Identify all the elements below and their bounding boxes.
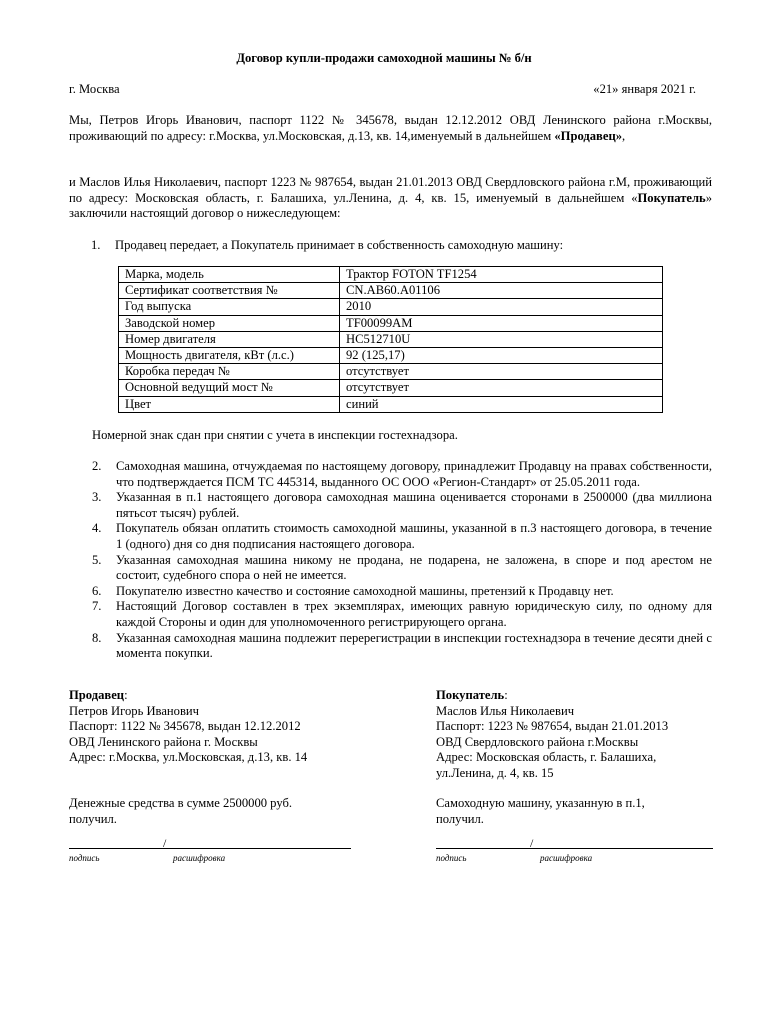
clause-1	[91, 238, 712, 254]
clause-item	[69, 459, 712, 490]
buyer-intro-tail: » заключили настоящий договор о нижеследующем:	[69, 190, 712, 221]
contract-city: г. Москва	[69, 82, 120, 96]
clause-text: Продавец передает, а Покупатель принимает в собственность самоходную машину:	[115, 238, 564, 252]
spec-value: HC512710U	[340, 331, 663, 347]
buyer-intro	[69, 175, 712, 222]
clause-text: Покупатель обязан оплатить стоимость самоходной машины, указанной в п.3 настоящего договора, в течение 1 (одного) дня со дня подписания настоящего договора.	[116, 521, 712, 551]
buyer-signature-slash: /	[530, 836, 534, 850]
clause-number: 6.	[92, 583, 102, 598]
buyer-address-line2: ул.Ленина, д. 4, кв. 15	[436, 765, 554, 780]
clause-number: 3.	[92, 490, 102, 505]
clause-item	[69, 599, 712, 630]
clause-text: Указанная самоходная машина подлежит перерегистрации в инспекции гостехнадзора в течение десяти дней с момента покупки.	[116, 630, 712, 661]
spec-key: Год выпуска	[119, 299, 340, 315]
buyer-sign-label: подпись	[436, 853, 467, 863]
seller-block	[69, 688, 389, 766]
buyer-receipt-line2: получил.	[436, 811, 484, 826]
spec-row	[119, 267, 663, 283]
spec-value: отсутствует	[340, 364, 663, 380]
clause-text: Настоящий Договор составлен в трех экземплярах, имеющих равную юридическую силу, по одному для каждой Стороны и один для уполномоченного регистрирующего органа.	[116, 599, 712, 629]
seller-receipt-line2: получил.	[69, 811, 117, 826]
clause-text: Указанная в п.1 настоящего договора самоходная машина оценивается сторонами в 2500000 (два миллиона пятьсот тысяч) рублей.	[116, 490, 712, 520]
seller-passport: Паспорт: 1122 № 345678, выдан 12.12.2012	[69, 719, 301, 734]
seller-decode-label: расшифровка	[173, 853, 226, 863]
spec-key: Заводской номер	[119, 315, 340, 331]
clause-text: Самоходная машина, отчуждаемая по настоящему договору, принадлежит Продавцу на правах собственности, что подтверждается ПСМ ТС 445314, выданного ОС ООО «Регион-Стандарт» от 25.05.2011 года.	[116, 459, 712, 489]
seller-signature-slash: /	[163, 836, 167, 850]
seller-name: Петров Игорь Иванович	[69, 703, 199, 718]
seller-role-colon: :	[124, 688, 128, 702]
spec-row	[119, 380, 663, 396]
spec-row	[119, 347, 663, 363]
seller-intro-tail: ,	[622, 128, 626, 143]
spec-key: Основной ведущий мост №	[119, 380, 340, 396]
clause-text: Указанная самоходная машина никому не продана, не подарена, не заложена, в споре и под арестом не состоит, судебного спора о ней не имеется.	[116, 552, 712, 583]
spec-row	[119, 299, 663, 315]
clause-number: 5.	[92, 552, 102, 567]
seller-receipt	[69, 796, 389, 827]
spec-row	[119, 283, 663, 299]
clause-list	[69, 459, 712, 662]
spec-key: Цвет	[119, 396, 340, 412]
clause-item	[69, 631, 712, 662]
clause-item	[69, 584, 712, 600]
buyer-intro-text: и Маслов Илья Николаевич, паспорт 1223 № 987654, выдан 21.01.2013 ОВД Свердловского района г.М, проживающий по адресу: Московская область, г. Балашиха, ул.Ленина, д. 4, кв. 15, именуемый в дальнейшем «	[69, 175, 712, 205]
spec-row	[119, 364, 663, 380]
buyer-address-line1: Адрес: Московская область, г. Балашиха,	[436, 750, 657, 765]
buyer-passport: Паспорт: 1223 № 987654, выдан 21.01.2013	[436, 719, 669, 734]
seller-address: Адрес: г.Москва, ул.Московская, д.13, кв. 14	[69, 750, 308, 765]
spec-key: Сертификат соответствия №	[119, 283, 340, 299]
buyer-role-colon: :	[504, 688, 508, 702]
document-title: Договор купли-продажи самоходной машины № б/н	[236, 51, 532, 65]
clause-number: 7.	[92, 599, 102, 614]
buyer-role-heading	[436, 688, 716, 704]
spec-key: Номер двигателя	[119, 331, 340, 347]
spec-value: синий	[340, 396, 663, 412]
spec-value: 92 (125,17)	[340, 347, 663, 363]
spec-key: Марка, модель	[119, 267, 340, 283]
seller-signature-line[interactable]	[69, 848, 351, 850]
buyer-role: Покупатель	[436, 688, 505, 702]
buyer-name: Маслов Илья Николаевич	[436, 703, 575, 718]
clause-item	[69, 490, 712, 521]
buyer-receipt	[436, 796, 716, 827]
seller-intro-text: Мы, Петров Игорь Иванович, паспорт 1122 № 345678, выдан 12.12.2012 ОВД Ленинского района г.Москвы, проживающий по адресу: г.Москва, ул.Московская, д.13, кв. 14,именуемый в дальнейшем	[69, 113, 712, 143]
clause-number: 2.	[92, 459, 102, 473]
plate-note: Номерной знак сдан при снятии с учета в инспекции гостехнадзора.	[92, 428, 458, 442]
buyer-issued: ОВД Свердловского района г.Москвы	[436, 734, 639, 749]
buyer-role-label: Покупатель	[637, 190, 706, 205]
buyer-signature-line[interactable]	[436, 848, 713, 850]
seller-issued: ОВД Ленинского района г. Москвы	[69, 734, 258, 749]
spec-key: Коробка передач №	[119, 364, 340, 380]
spec-row	[119, 396, 663, 412]
contract-date: «21» января 2021 г.	[593, 82, 696, 96]
seller-role-heading	[69, 688, 389, 704]
seller-intro	[69, 113, 712, 144]
spec-key: Мощность двигателя, кВт (л.с.)	[119, 347, 340, 363]
seller-sign-label: подпись	[69, 853, 100, 863]
buyer-decode-label: расшифровка	[540, 853, 593, 863]
buyer-receipt-line1: Самоходную машину, указанную в п.1,	[436, 796, 645, 810]
clause-item	[69, 553, 712, 584]
buyer-block	[436, 688, 716, 782]
seller-role-label: «Продавец»	[554, 128, 623, 143]
seller-role: Продавец	[69, 688, 125, 702]
spec-value: CN.AB60.A01106	[340, 283, 663, 299]
clause-number: 4.	[92, 521, 102, 536]
clause-text: Покупателю известно качество и состояние самоходной машины, претензий к Продавцу нет.	[116, 583, 614, 598]
spec-row	[119, 315, 663, 331]
spec-value: TF00099AM	[340, 315, 663, 331]
clause-item	[69, 521, 712, 552]
clause-number: 1.	[91, 238, 101, 252]
spec-row	[119, 331, 663, 347]
spec-value: 2010	[340, 299, 663, 315]
seller-receipt-line1: Денежные средства в сумме 2500000 руб.	[69, 796, 293, 810]
spec-value: отсутствует	[340, 380, 663, 396]
vehicle-spec-table	[118, 266, 663, 413]
clause-number: 8.	[92, 630, 102, 645]
spec-value: Трактор FOTON TF1254	[340, 267, 663, 283]
